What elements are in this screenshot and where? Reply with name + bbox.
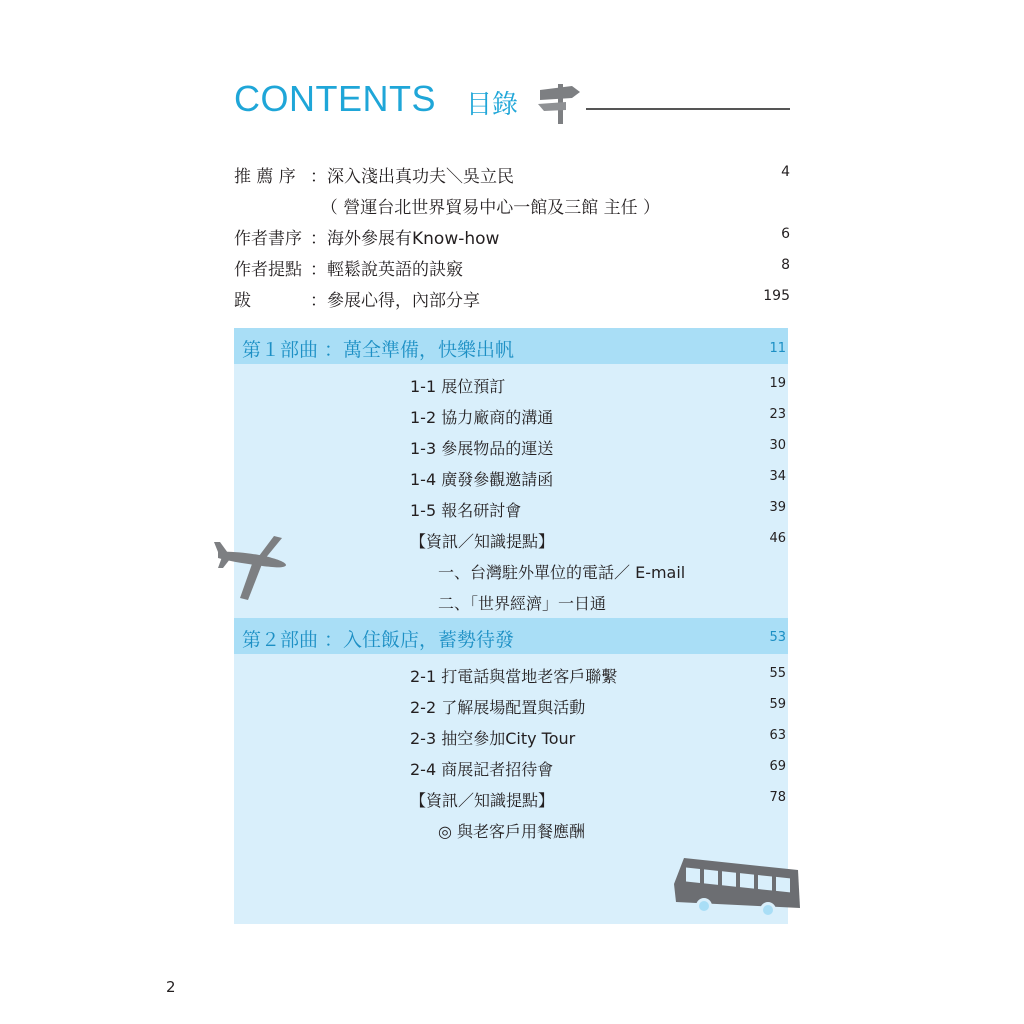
toc-item-page: 39 (769, 500, 786, 515)
front-matter-text: （ 營運台北世界貿易中心一館及三館 主任 ） (310, 198, 661, 218)
toc-item-page: 34 (769, 469, 786, 484)
toc-item: 2-2 了解展場配置與活動 (410, 698, 586, 717)
toc-item-page: 19 (769, 376, 786, 391)
toc-item-page: 63 (769, 728, 786, 743)
front-matter-page: 4 (781, 164, 790, 180)
toc-sub-item: ◎ 與老客戶用餐應酬 (438, 822, 586, 841)
front-matter-page: 8 (781, 257, 790, 273)
toc-item: 1-4 廣發參觀邀請函 (410, 470, 554, 489)
part-1-page: 11 (769, 341, 786, 356)
airplane-icon (212, 530, 292, 605)
title-rule (586, 108, 790, 110)
toc-item-page: 59 (769, 697, 786, 712)
front-matter-label: 作者書序 (234, 229, 302, 249)
front-matter-label: 跋 (234, 291, 251, 311)
toc-item: 2-4 商展記者招待會 (410, 760, 554, 779)
toc-item-page: 23 (769, 407, 786, 422)
toc-sub-item: 二、「世界經濟」一日通 (438, 594, 607, 613)
toc-item-page: 69 (769, 759, 786, 774)
contents-title: CONTENTS (234, 78, 436, 119)
toc-item: 1-5 報名研討會 (410, 501, 522, 520)
toc-item-page: 55 (769, 666, 786, 681)
toc-item-page: 78 (769, 790, 786, 805)
front-matter-text: ：深入淺出真功夫＼吳立民 (310, 167, 514, 187)
front-matter-text: ：參展心得，內部分享 (310, 291, 480, 311)
toc-item: 1-2 協力廠商的溝通 (410, 408, 554, 427)
toc-item-page: 30 (769, 438, 786, 453)
toc-item-page: 46 (769, 531, 786, 546)
front-matter-page: 195 (763, 288, 790, 304)
front-matter-page: 6 (781, 226, 790, 242)
bus-icon (672, 852, 804, 922)
contents-title-zh: 目錄 (466, 90, 519, 120)
front-matter-label: 作者提點 (234, 260, 302, 280)
toc-sub-item: 一、台灣駐外單位的電話／ E-mail (438, 563, 686, 582)
toc-item: 2-3 抽空參加City Tour (410, 729, 576, 748)
toc-item: 1-3 參展物品的運送 (410, 439, 554, 458)
toc-item: 【資訊／知識提點】 (410, 791, 555, 810)
toc-item: 【資訊／知識提點】 (410, 532, 555, 551)
part-2-page: 53 (769, 630, 786, 645)
front-matter-text: ：輕鬆說英語的訣竅 (310, 260, 463, 280)
front-matter-text: ：海外參展有Know-how (310, 229, 500, 249)
toc-item: 1-1 展位預訂 (410, 377, 506, 396)
signpost-icon (536, 78, 586, 124)
part-1-title: 第１部曲 ：萬全準備，快樂出帆 (242, 339, 515, 361)
front-matter-label: 推 薦 序 (234, 167, 296, 187)
toc-item: 2-1 打電話與當地老客戶聯繫 (410, 667, 618, 686)
part-2-title: 第２部曲 ：入住飯店，蓄勢待發 (242, 629, 515, 651)
page-number: 2 (166, 978, 176, 996)
